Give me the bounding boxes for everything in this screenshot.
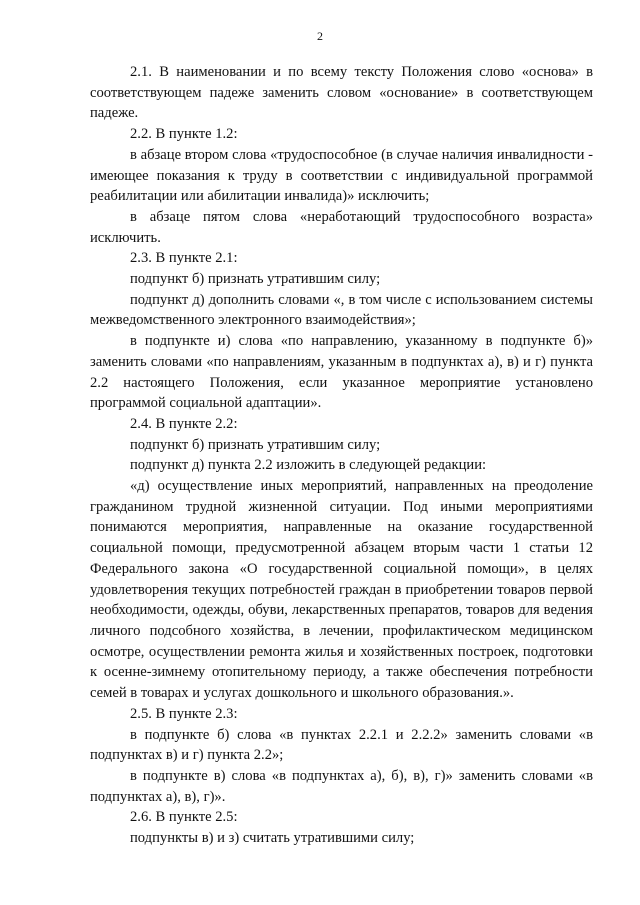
paragraph: подпункты в) и з) считать утратившими силу;: [130, 830, 415, 847]
page-number: 2: [317, 29, 323, 43]
paragraph: «д) осуществление иных мероприятий, направленных на преодоление гражданином трудной жизненной ситуации. Под иными мероприятиями понимаются мероприятия, направленные на оказание государственной социальной помощи, предусмотренной абзацем вторым части 1 статьи 12 Федерального закона «О государственной социальной помощи», в целях удовлетворения текущих потребностей граждан в приобретении товаров первой необходимости, одежды, обуви, лекарственных препаратов, товаров для ведения личного подсобного хозяйства, в лечении, профилактическом медицинском осмотре, осуществлении ремонта жилья и хозяйственных построек, подготовки к осенне-зимнему отопительному периоду, а также обеспечения потребности семей в товарах и услугах дошкольного и школьного образования.».: [90, 478, 593, 702]
paragraph: в абзаце втором слова «трудоспособное (в случае наличия инвалидности - имеющее показания к труду в соответствии с индивидуальной программой реабилитации или абилитации инвалида)» исключить;: [90, 146, 593, 205]
paragraph: 2.6. В пункте 2.5:: [130, 809, 238, 826]
paragraph: в подпункте в) слова «в подпунктах а), б), в), г)» заменить словами «в подпунктах а), в), г)».: [90, 767, 593, 805]
paragraph: подпункт б) признать утратившим силу;: [130, 271, 381, 288]
paragraph: 2.5. В пункте 2.3:: [130, 705, 238, 722]
paragraph: в подпункте и) слова «по направлению, указанному в подпункте б)» заменить словами «по направлениям, указанным в подпунктах а), в) и г) пункта 2.2 настоящего Положения, если указанное мероприятие установлено программой социальной адаптации».: [90, 333, 593, 412]
paragraph: подпункт д) дополнить словами «, в том числе с использованием системы межведомственного электронного взаимодействия»;: [90, 291, 593, 329]
paragraph: подпункт д) пункта 2.2 изложить в следующей редакции:: [130, 457, 487, 474]
paragraph: 2.2. В пункте 1.2:: [130, 126, 238, 143]
paragraph: подпункт б) признать утратившим силу;: [130, 436, 381, 453]
paragraph: в подпункте б) слова «в пунктах 2.2.1 и 2.2.2» заменить словами «в подпунктах в) и г) пункта 2.2»;: [90, 726, 593, 764]
paragraph: 2.3. В пункте 2.1:: [130, 250, 238, 267]
paragraph: 2.4. В пункте 2.2:: [130, 415, 238, 432]
paragraph: 2.1. В наименовании и по всему тексту Положения слово «основа» в соответствующем падеже заменить словом «основание» в соответствующем падеже.: [90, 64, 593, 122]
paragraph: в абзаце пятом слова «неработающий трудоспособного возраста» исключить.: [90, 208, 593, 246]
document-body: [90, 62, 593, 849]
